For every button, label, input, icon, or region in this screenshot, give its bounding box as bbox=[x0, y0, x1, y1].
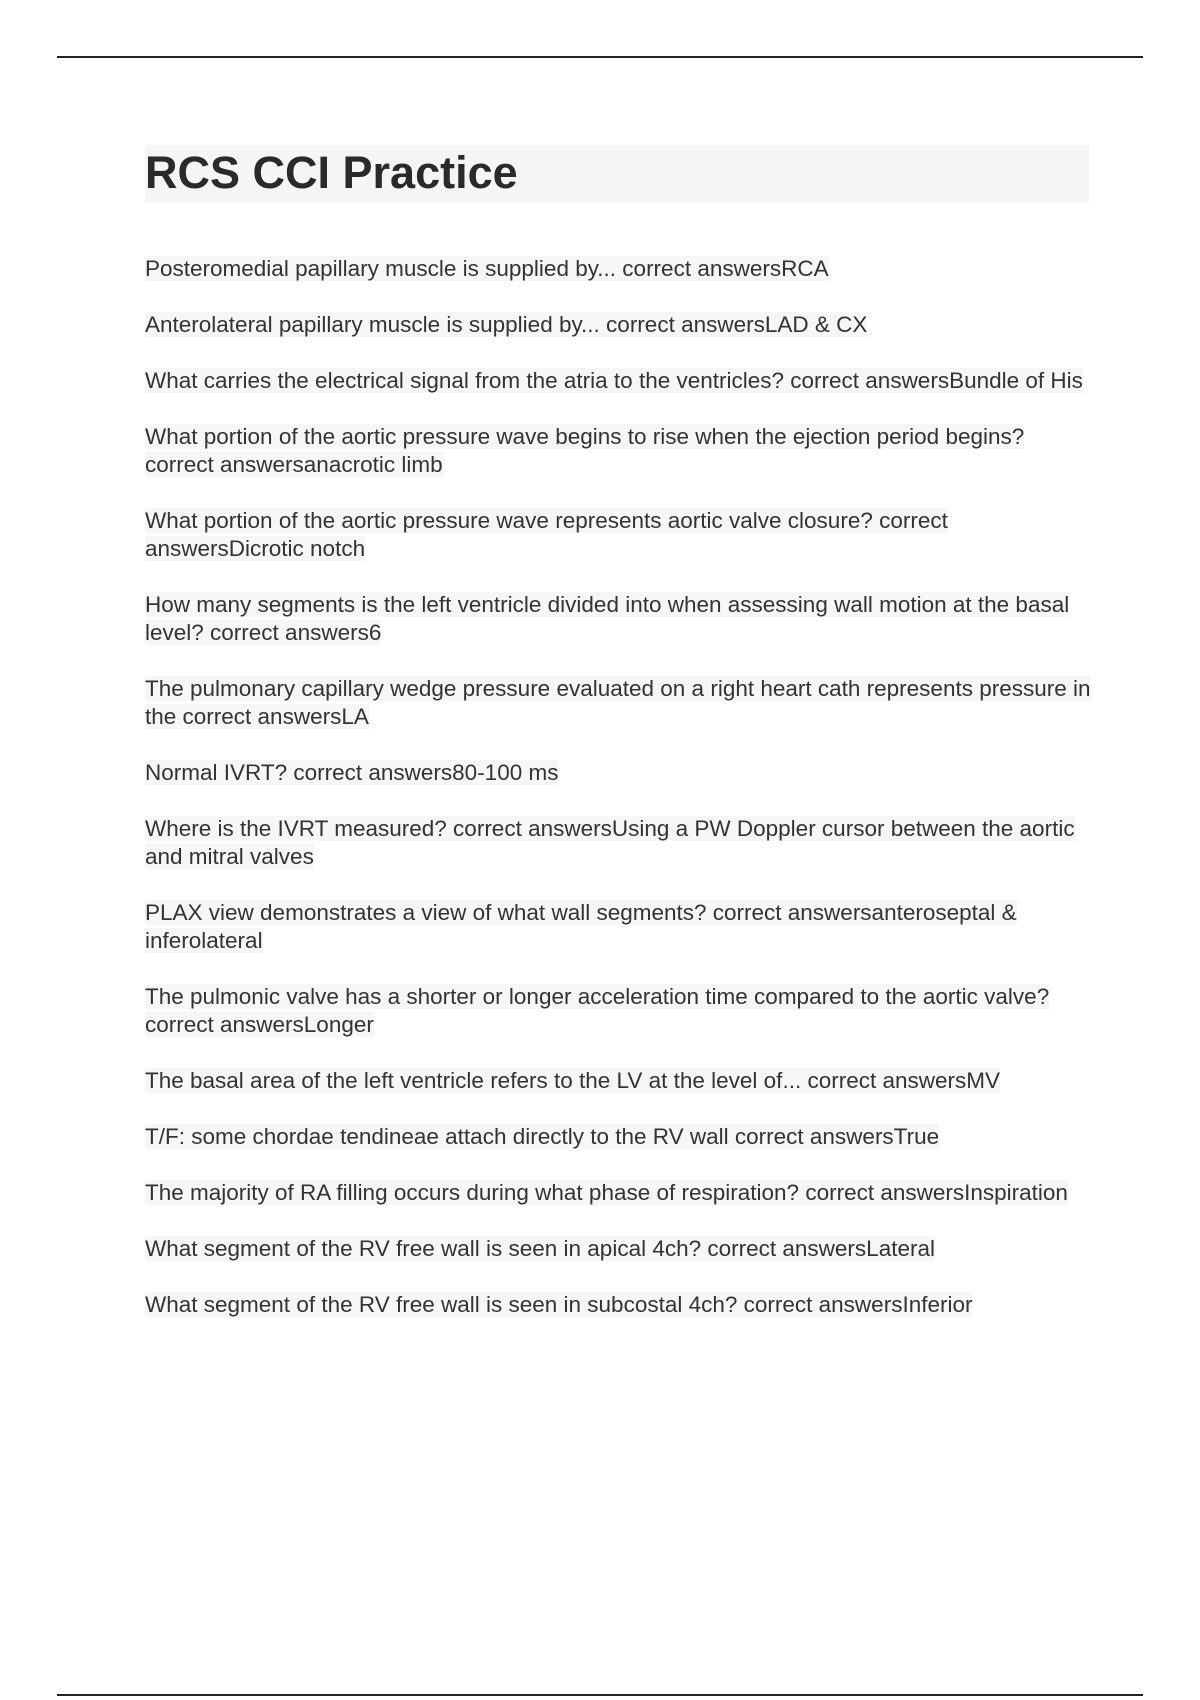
qa-text: What portion of the aortic pressure wave begins to rise when the ejection period begins? correct answersanacrotic limb bbox=[145, 424, 1025, 477]
qa-item bbox=[145, 255, 1095, 283]
qa-item bbox=[145, 507, 1095, 563]
qa-text: What segment of the RV free wall is seen in apical 4ch? correct answersLateral bbox=[145, 1236, 935, 1261]
qa-item bbox=[145, 1291, 1095, 1319]
qa-item bbox=[145, 983, 1095, 1039]
qa-text: The pulmonic valve has a shorter or longer acceleration time compared to the aortic valve? correct answersLonger bbox=[145, 984, 1050, 1037]
qa-text: Where is the IVRT measured? correct answersUsing a PW Doppler cursor between the aortic and mitral valves bbox=[145, 816, 1075, 869]
qa-text: Posteromedial papillary muscle is supplied by... correct answersRCA bbox=[145, 256, 829, 281]
qa-text: What segment of the RV free wall is seen in subcostal 4ch? correct answersInferior bbox=[145, 1292, 973, 1317]
qa-list bbox=[145, 255, 1095, 1347]
qa-item bbox=[145, 1235, 1095, 1263]
page-title: RCS CCI Practice bbox=[145, 147, 518, 198]
qa-text: How many segments is the left ventricle divided into when assessing wall motion at the basal level? correct answers6 bbox=[145, 592, 1070, 645]
qa-text: The basal area of the left ventricle refers to the LV at the level of... correct answersMV bbox=[145, 1068, 1000, 1093]
qa-item bbox=[145, 1067, 1095, 1095]
top-divider bbox=[57, 56, 1143, 58]
qa-text: The pulmonary capillary wedge pressure evaluated on a right heart cath represents pressure in the correct answersLA bbox=[145, 676, 1091, 729]
qa-item bbox=[145, 423, 1095, 479]
qa-item bbox=[145, 591, 1095, 647]
qa-item bbox=[145, 899, 1095, 955]
qa-item bbox=[145, 367, 1095, 395]
qa-text: What portion of the aortic pressure wave represents aortic valve closure? correct answersDicrotic notch bbox=[145, 508, 948, 561]
qa-text: T/F: some chordae tendineae attach directly to the RV wall correct answersTrue bbox=[145, 1124, 940, 1149]
qa-item bbox=[145, 1179, 1095, 1207]
qa-text: PLAX view demonstrates a view of what wall segments? correct answersanteroseptal & inferolateral bbox=[145, 900, 1017, 953]
qa-item bbox=[145, 1123, 1095, 1151]
qa-text: The majority of RA filling occurs during what phase of respiration? correct answersInspiration bbox=[145, 1180, 1068, 1205]
qa-item bbox=[145, 675, 1095, 731]
qa-text: What carries the electrical signal from the atria to the ventricles? correct answersBundle of His bbox=[145, 368, 1083, 393]
qa-text: Anterolateral papillary muscle is supplied by... correct answersLAD & CX bbox=[145, 312, 868, 337]
qa-text: Normal IVRT? correct answers80-100 ms bbox=[145, 760, 559, 785]
qa-item bbox=[145, 311, 1095, 339]
bottom-divider bbox=[57, 1694, 1143, 1696]
qa-item bbox=[145, 759, 1095, 787]
qa-item bbox=[145, 815, 1095, 871]
